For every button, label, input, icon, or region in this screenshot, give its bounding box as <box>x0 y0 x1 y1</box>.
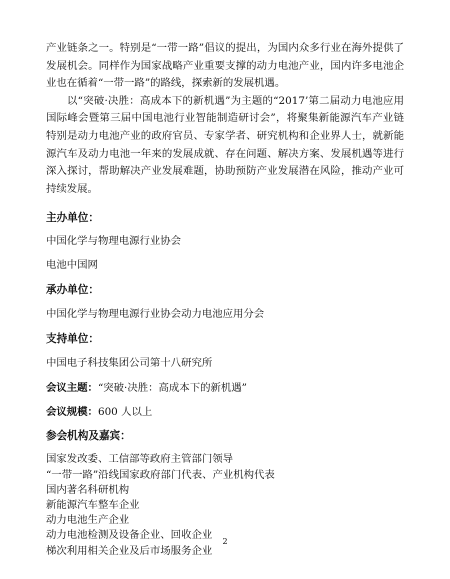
scale-value: 600 人以上 <box>97 406 153 419</box>
intro-paragraph: 产业链条之一。特别是“一带一路”倡议的提出，为国内众多行业在海外提供了发展机会。同样作为国家战略产业重要支撑的动力电池产业，国内许多电池企业也在循着“一带一路”的路线，探索新的发展机遇。 <box>46 42 404 90</box>
attendee-item-7: 梯次利用相关企业及后市场服务企业 <box>46 544 213 557</box>
scale-label: 会议规模： <box>46 406 98 419</box>
theme-label: 会议主题： <box>46 382 98 395</box>
attendee-item-2: “一带一路”沿线国家政府部门代表、产业机构代表 <box>46 468 275 481</box>
attendee-item-1: 国家发改委、工信部等政府主管部门领导 <box>46 453 234 466</box>
attendee-item-4: 新能源汽车整车企业 <box>46 498 140 511</box>
host-item-1: 中国化学与物理电源行业协会 <box>46 235 182 248</box>
attendee-item-6: 动力电池检测及设备企业、回收企业 <box>46 529 213 542</box>
theme-value: “突破·决胜：高成本下的新机遇” <box>97 382 247 395</box>
support-heading: 支持单位： <box>46 333 99 346</box>
theme-line <box>46 381 404 395</box>
host-heading: 主办单位： <box>46 212 99 225</box>
scale-line <box>46 405 404 419</box>
attendees-heading: 参会机构及嘉宾： <box>46 430 131 443</box>
support-item-1: 中国电子科技集团公司第十八研究所 <box>46 357 213 370</box>
theme-paragraph: 以“突破·决胜：高成本下的新机遇”为主题的“2017’第二届动力电池应用国际峰会暨第三届中国电池行业智能制造研讨会”，将聚集新能源汽车产业链特别是动力电池产业的政府官员、专家学者、研究机构和企业界人士，就新能源汽车及动力电池一年来的发展成就、存在问题、解决方案、发展机遇等进行深入探讨，帮助解决产业发展难题，协助预防产业发展潜在风险，推动产业可持续发展。 <box>46 94 404 195</box>
host-item-2: 电池中国网 <box>46 259 98 272</box>
page-number: 2 <box>222 537 228 546</box>
organizer-heading: 承办单位： <box>46 284 99 297</box>
attendee-item-5: 动力电池生产企业 <box>46 514 130 527</box>
organizer-item-1: 中国化学与物理电源行业协会动力电池应用分会 <box>46 308 265 321</box>
attendee-item-3: 国内著名科研机构 <box>46 483 130 496</box>
